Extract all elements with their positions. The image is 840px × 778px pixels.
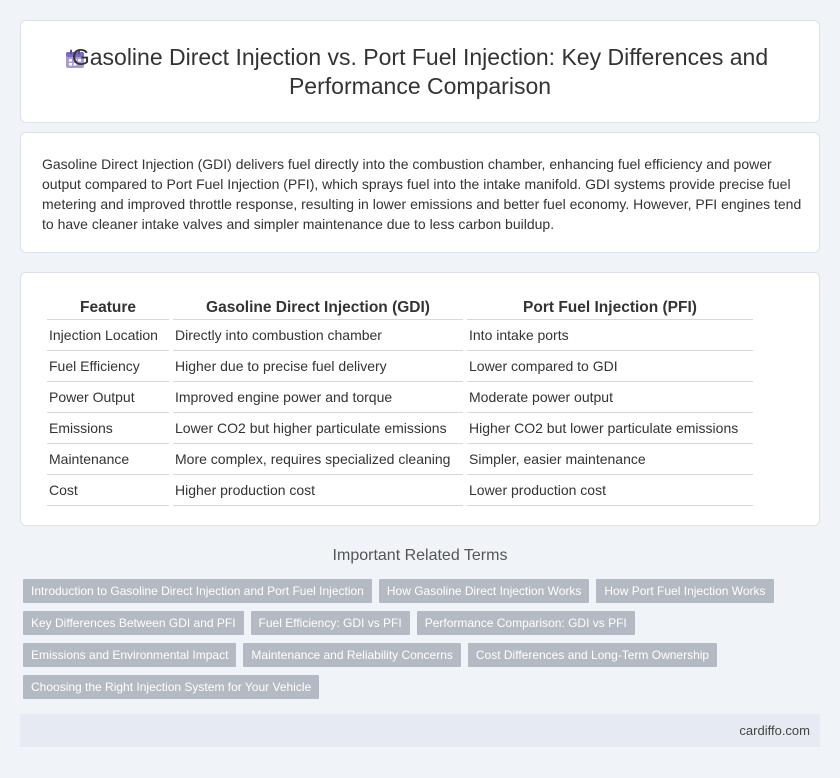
related-terms-title: Important Related Terms: [332, 547, 508, 564]
related-terms-tags: [23, 579, 803, 707]
header-card: [20, 20, 820, 123]
table-cell: Injection Location: [47, 320, 169, 351]
table-row: [47, 351, 753, 382]
related-term-tag[interactable]: How Gasoline Direct Injection Works: [379, 579, 590, 603]
table-cell: Improved engine power and torque: [173, 382, 463, 413]
table-cell: Lower compared to GDI: [467, 351, 753, 382]
related-term-tag[interactable]: Introduction to Gasoline Direct Injection and Port Fuel Injection: [23, 579, 372, 603]
related-term-tag[interactable]: How Port Fuel Injection Works: [596, 579, 773, 603]
tag-row: [23, 611, 803, 635]
related-term-tag[interactable]: Choosing the Right Injection System for Your Vehicle: [23, 675, 319, 699]
table-row: [47, 475, 753, 506]
table-header-row: [47, 293, 753, 320]
table-row: [47, 444, 753, 475]
table-cell: Simpler, easier maintenance: [467, 444, 753, 475]
table-cell: Into intake ports: [467, 320, 753, 351]
page-title: Gasoline Direct Injection vs. Port Fuel Injection: Key Differences and Performance Comparison: [71, 44, 769, 99]
table-cell: Power Output: [47, 382, 169, 413]
table-cell: Lower CO2 but higher particulate emissions: [173, 413, 463, 444]
table-cell: More complex, requires specialized cleaning: [173, 444, 463, 475]
table-cell: Maintenance: [47, 444, 169, 475]
footer: [20, 714, 820, 747]
summary-text: Gasoline Direct Injection (GDI) delivers fuel directly into the combustion chamber, enhancing fuel efficiency and power output compared to Port Fuel Injection (PFI), which sprays fuel into the intake manifold. GDI systems provide precise fuel metering and improved throttle response, resulting in lower emissions and better fuel economy. However, PFI engines tend to have cleaner intake valves and simpler maintenance due to less carbon buildup.: [42, 156, 802, 232]
related-term-tag[interactable]: Key Differences Between GDI and PFI: [23, 611, 244, 635]
table-cell: Moderate power output: [467, 382, 753, 413]
table-row: [47, 413, 753, 444]
table-cell: Cost: [47, 475, 169, 506]
table-cell: Higher CO2 but lower particulate emissions: [467, 413, 753, 444]
related-term-tag[interactable]: Performance Comparison: GDI vs PFI: [417, 611, 635, 635]
tag-row: [23, 643, 803, 667]
table-cell: Higher production cost: [173, 475, 463, 506]
related-term-tag[interactable]: Fuel Efficiency: GDI vs PFI: [251, 611, 410, 635]
table-row: [47, 382, 753, 413]
footer-brand[interactable]: cardiffo.com: [739, 723, 810, 738]
comparison-table-card: [20, 272, 820, 526]
related-term-tag[interactable]: Cost Differences and Long-Term Ownership: [468, 643, 717, 667]
related-term-tag[interactable]: Maintenance and Reliability Concerns: [243, 643, 460, 667]
summary-card: [20, 132, 820, 253]
table-header-gdi: Gasoline Direct Injection (GDI): [173, 293, 463, 320]
table-cell: Emissions: [47, 413, 169, 444]
table-header-pfi: Port Fuel Injection (PFI): [467, 293, 753, 320]
table-cell: Fuel Efficiency: [47, 351, 169, 382]
table-row: [47, 320, 753, 351]
table-cell: Higher due to precise fuel delivery: [173, 351, 463, 382]
table-cell: Lower production cost: [467, 475, 753, 506]
tag-row: [23, 675, 803, 699]
comparison-table: [43, 293, 757, 506]
tag-row: [23, 579, 803, 603]
related-term-tag[interactable]: Emissions and Environmental Impact: [23, 643, 236, 667]
table-cell: Directly into combustion chamber: [173, 320, 463, 351]
table-header-feature: Feature: [47, 293, 169, 320]
